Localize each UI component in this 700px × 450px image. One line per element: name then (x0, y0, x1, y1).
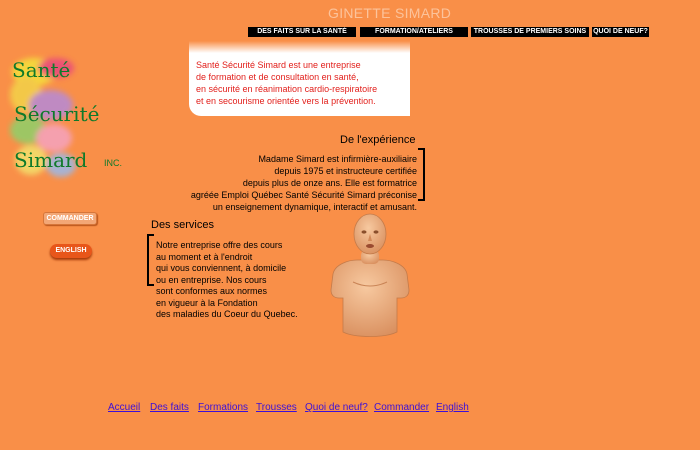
intro-text: Santé Sécurité Simard est une entreprise de formation et de consultation en santé, en sécurité en réanimation cardio-respiratoire et en secourisme orientée vers la prévention. (196, 60, 378, 106)
intro-box-fade (189, 41, 410, 53)
footer-link-english[interactable]: English (436, 402, 469, 413)
footer-link-des-faits[interactable]: Des faits (150, 402, 189, 413)
commander-button[interactable]: COMMANDER (43, 212, 97, 225)
company-logo (6, 50, 136, 190)
intro-box (189, 41, 410, 116)
logo-word-sante: Santé (12, 58, 71, 82)
services-text: Notre entreprise offre des cours au moment et à l'endroit qui vous conviennent, à domicile ou en entreprise. Nos cours sont conformes aux normes en vigueur à la Fondation des maladies du Coeur du Quebec. (156, 240, 298, 319)
experience-bracket (418, 148, 425, 201)
footer-link-formations[interactable]: Formations (198, 402, 249, 413)
logo-word-securite: Sécurité (14, 102, 100, 126)
logo-suffix: INC. (104, 158, 122, 168)
english-button[interactable]: ENGLISH (50, 244, 92, 258)
top-nav-trousses[interactable]: TROUSSES DE PREMIERS SOINS (471, 27, 589, 37)
footer-link-accueil[interactable]: Accueil (108, 402, 141, 413)
cpr-mannequin-icon (325, 212, 415, 342)
experience-heading: De l'expérience (340, 134, 416, 146)
top-nav-quoi-de-neuf[interactable]: QUOI DE NEUF? (593, 28, 648, 35)
top-nav-faits-sante[interactable]: DES FAITS SUR LA SANTÉ (248, 27, 356, 37)
experience-text: Madame Simard est infirmière-auxiliaire depuis 1975 et instructeure certifiée depuis plus de onze ans. Elle est formatrice agréée Emploi Québec Santé Sécurité Simard préconise un enseignement dynamique, interactif et amusant. (190, 154, 417, 212)
services-heading: Des services (151, 219, 214, 231)
services-bracket (147, 234, 154, 286)
footer-link-trousses[interactable]: Trousses (256, 402, 297, 413)
site-title: GINETTE SIMARD (328, 5, 452, 21)
logo-word-simard: Simard (14, 148, 88, 172)
footer-link-commander[interactable]: Commander (374, 402, 430, 413)
top-nav-formation-ateliers[interactable]: FORMATION/ATELIERS (360, 27, 468, 37)
footer-link-quoi-de-neuf[interactable]: Quoi de neuf? (305, 402, 368, 413)
